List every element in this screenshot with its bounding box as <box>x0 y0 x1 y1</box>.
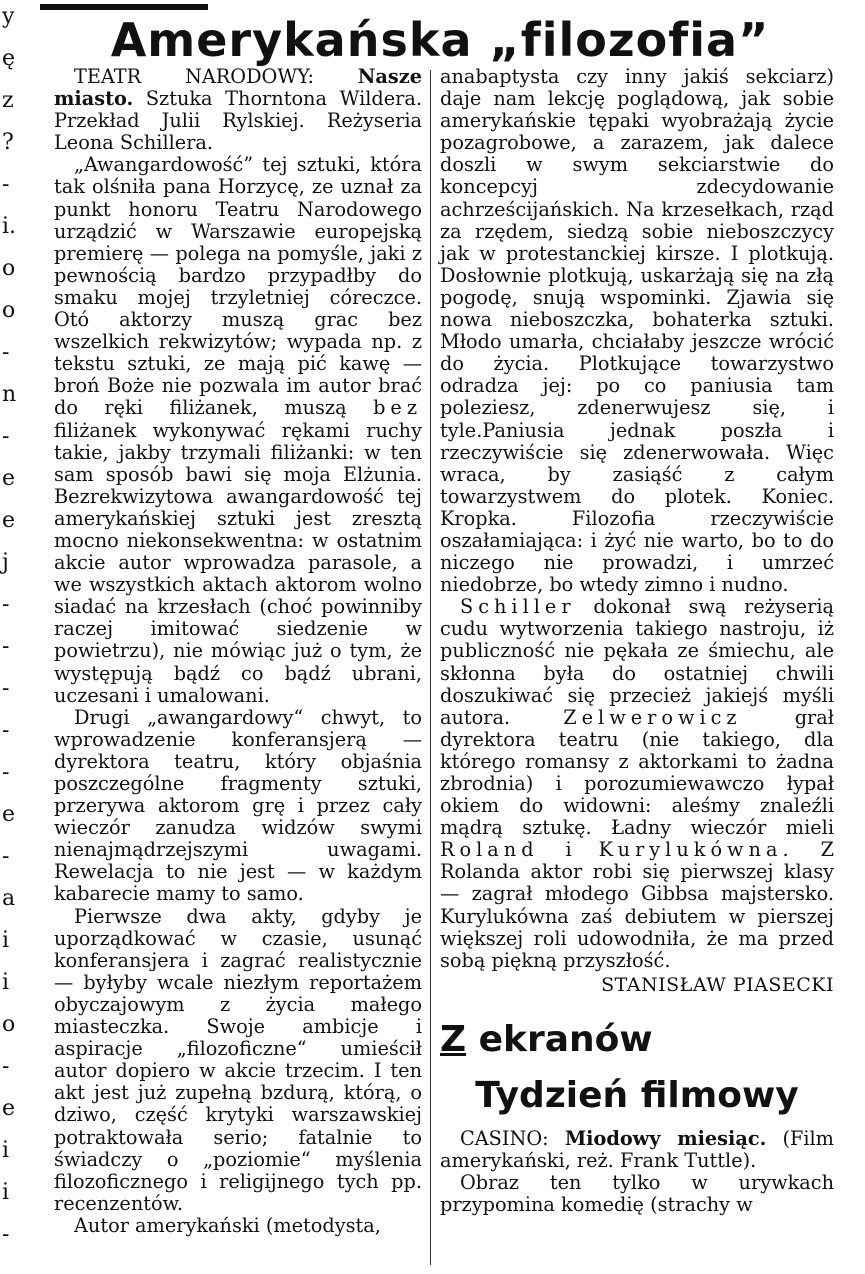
top-rule <box>40 4 208 10</box>
name-kurylukowna: Kurylukówna. <box>598 838 794 862</box>
paragraph <box>54 154 422 706</box>
edge-char: i <box>2 1138 10 1163</box>
paragraph-text: grał dyrektora teatru (nie takiego, dla którego romansy z aktorkami to żadna zbrodnia) i porozumiewawczo łypał okiem do widowni: aleśmy znaleźli mądrą sztukę. Ładny wieczór mieli <box>440 705 834 840</box>
film-title: Miodowy miesiąc. <box>564 1126 767 1150</box>
play-title: Nasze miasto. <box>54 65 422 111</box>
edge-char: o <box>2 256 16 281</box>
paragraph: Pierwsze dwa akty, gdyby je uporządkować w czasie, usunąć konferansjera i zagrać realistycznie — byłyby wcale niezłym reportażem obyczajowym z życia małego miasteczka. Swoje ambicje i aspiracje „filozoficzne“ umieścił autor dopiero w akcie trzecim. I ten akt jest już zupełną bzdurą, którą, o dziwo, część krytyki warszawskiej potraktowała serio; fatalnie to świadczy o „poziomie“ myślenia filozoficznego i religijnego tych pp. recenzentów. <box>54 904 422 1215</box>
theatre-name: TEATR NARODOWY: <box>74 65 315 88</box>
paragraph-text: „Awangardowość” tej sztuki, która tak olśniła pana Horzycę, ze uznał za punkt honoru Teatru Narodowego urządzić w Warszawie europejską premierę — polega na pomyśle, jaki z pewnością bardzo przypadłby do smaku mojej trzyletniej córeczce. Otó aktorzy muszą grac bez wszelkich rekwizytów; wypada np. z tekstu sztuki, ze mają pić kawę — broń Boże nie pozwala im autor brać do ręki filiżanek, muszą <box>54 153 422 420</box>
edge-char: n <box>2 382 17 407</box>
edge-char: - <box>2 1054 10 1079</box>
paragraph: Obraz ten tylko w urywkach przypomina komedię (strachy w <box>440 1171 834 1217</box>
paragraph <box>440 596 834 972</box>
emphasis-bez: bez <box>373 396 422 420</box>
film-credits: (Film amerykański, reż. Frank Tuttle). <box>440 1126 834 1173</box>
section-title: ekranów <box>466 1018 653 1060</box>
article-headline: Amerykańska „filozofia” <box>110 13 770 67</box>
name-roland: Roland <box>440 838 539 862</box>
paragraph: Drugi „awangardowy“ chwyt, to wprowadzenie konferansjerą — dyrektora teatru, który objaśnia poszczególne fragmenty sztuki, przerywa aktorom grę i przez cały wieczór zanudza widzów swymi nienajmądrzejszymi uwagami. Rewelacja to nie jest — w każdym kabarecie mamy to samo. <box>54 705 422 906</box>
edge-char: i. <box>2 214 17 239</box>
edge-char: o <box>2 1012 16 1037</box>
edge-char: i <box>2 1180 10 1205</box>
column-divider <box>430 70 431 1265</box>
edge-char: - <box>2 676 10 701</box>
edge-char: - <box>2 424 10 449</box>
left-edge-fragments <box>0 0 24 1274</box>
edge-char: - <box>2 340 10 365</box>
cinema-name: CASINO: <box>460 1126 549 1150</box>
name-schiller: Schiller <box>460 595 576 619</box>
edge-char: e <box>2 508 16 533</box>
edge-char: o <box>2 298 16 323</box>
paragraph-text: i <box>565 838 572 862</box>
edge-char: j <box>2 550 9 575</box>
edge-char: - <box>2 172 10 197</box>
edge-char: e <box>2 466 16 491</box>
film-subheading: Tydzień filmowy <box>475 1074 799 1116</box>
edge-char: e <box>2 1096 16 1121</box>
edge-char: y <box>2 4 15 29</box>
credits-text: Sztuka Thorntona Wildera. Przekład Julii Rylskiej. Reżyseria Leona Schillera. <box>54 87 422 155</box>
left-column <box>54 66 422 1237</box>
paragraph-text: Z Rolanda aktor robi się pierwszej klasy — zagrał młodego Gibbsa majstersko. Kurylukówna zaś debiutem w pierszej większej roli udowodniła, że ma przed sobą piękną przyszłość. <box>440 838 834 972</box>
edge-char: i <box>2 970 10 995</box>
paragraph-text: filiżanek wykonywać rękami ruchy takie, jakby trzymali filiżanki: w ten sam sposób bawi się moja Elżunia. Bezrekwizytowa awangardowość tej amerykańskiej sztuki jest zresztą mocno niekonsekwentna: w ostatnim akcie autor wprowadza parasole, a we wszystkich aktach aktorom wolno siadać na krzesłach (choć powinniby raczej imitować siedzenie w powietrzu), nie mówiąc już o tym, że występują bądź co bądź ubrani, uczesani i umalowani. <box>54 418 422 707</box>
edge-char: a <box>2 886 16 911</box>
edge-char: i <box>2 928 10 953</box>
name-zelwerowicz: Zelwerowicz <box>563 705 742 729</box>
right-column <box>440 66 834 1216</box>
section-letter: Z <box>440 1018 467 1060</box>
edge-char: - <box>2 760 10 785</box>
edge-char: - <box>2 844 10 869</box>
author-signature: STANISŁAW PIASECKI <box>601 973 834 996</box>
casino-credits <box>440 1128 834 1172</box>
edge-char: z <box>2 88 14 113</box>
section-heading <box>440 1018 834 1062</box>
review-credits <box>54 66 422 154</box>
edge-char: ę <box>2 46 16 71</box>
paragraph: anabaptysta czy inny jakiś sekciarz) daje nam lekcję poglądową, jak sobie amerykańskie tępaki wyobrażają życie pozagrobowe, a zarazem, jak dalece doszli w swym sekciarstwie do koncepcyj zdecydowanie achrześcijańskich. Na krzesełkach, rząd za rzędem, siedzą sobie nieboszczycy jak w protestanckiej kirsze. I plotkują. Dosłownie plotkują, uskarżają się na złą pogodę, snują wspominki. Zjawia się nowa nieboszczka, bohaterka sztuki. Młodo umarła, chciałaby jeszcze wrócić do życia. Plotkujące towarzystwo odradza jej: po co paniusia tam poleziesz, zdenerwujesz się, i tyle.Paniusia jednak poszła i rzeczywiście się zdenerwowała. Więc wraca, by zasiąść z całym towarzystwem do plotek. Koniec. Kropka. Filozofia rzeczywiście oszałamiająca: i żyć nie warto, bo to do niczego nie prowadzi, i umrzeć niedobrze, bo wtedy zimno i nudno. <box>440 65 834 597</box>
edge-char: - <box>2 634 10 659</box>
paragraph: Autor amerykański (metodysta, <box>74 1213 381 1237</box>
paragraph-text: dokonał swą reżyserią cudu wytworzenia takiego nastroju, iż publiczność nie pękała ze śmiechu, ale skłonna była do ostatniej chwili doszukiwać się przecież jakiejś myśli autora. <box>440 595 834 729</box>
edge-char: ? <box>2 130 14 155</box>
edge-char: - <box>2 592 10 617</box>
edge-char: - <box>2 1222 10 1247</box>
edge-char: - <box>2 718 10 743</box>
edge-char: e <box>2 802 16 827</box>
